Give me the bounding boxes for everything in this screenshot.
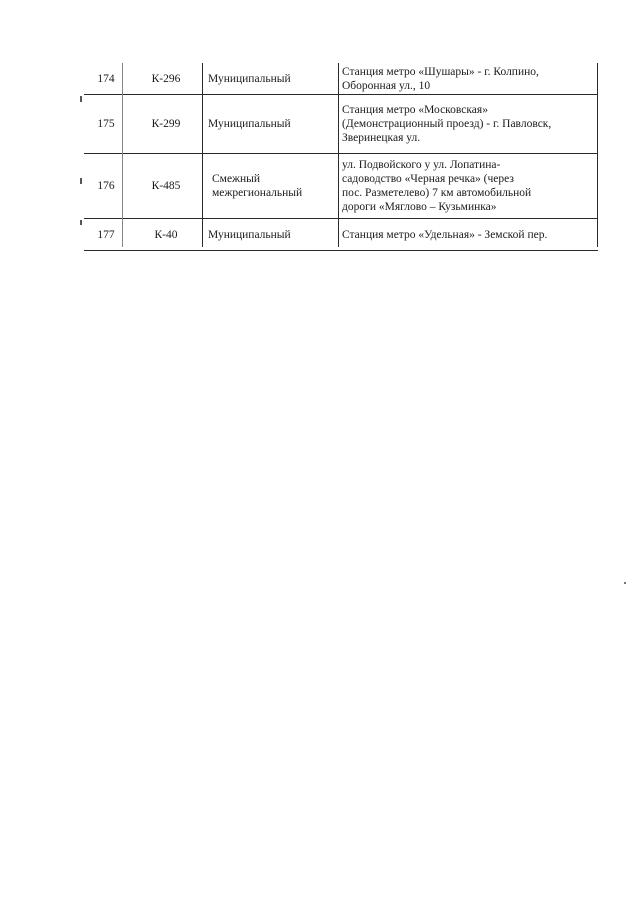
column-divider (338, 63, 339, 247)
table-row (84, 95, 598, 154)
column-divider (122, 63, 123, 247)
route-code: К-485 (151, 180, 181, 192)
scan-mark (80, 96, 82, 102)
row-number: 175 (97, 118, 115, 130)
table-row (84, 219, 598, 251)
scan-mark (624, 582, 626, 584)
column-divider (202, 63, 203, 247)
row-number: 174 (97, 72, 115, 85)
column-divider (597, 63, 598, 247)
route-type: Муниципальный (208, 72, 291, 85)
table-row (84, 154, 598, 219)
route-type: Смежный межрегиональный (212, 173, 303, 199)
route-type: Муниципальный (208, 118, 291, 130)
scan-mark (80, 220, 82, 225)
route-code: К-296 (151, 72, 181, 85)
route-description: Станция метро «Московская» (Демонстрационный проезд) - г. Павловск, Зверинецкая ул. (342, 104, 552, 144)
route-type: Муниципальный (208, 228, 291, 241)
scan-mark (80, 178, 82, 184)
routes-table (84, 63, 598, 251)
route-code: К-40 (154, 228, 178, 241)
table-row (84, 63, 598, 95)
row-number: 177 (97, 228, 115, 241)
route-description: ул. Подвойского у ул. Лопатина- садоводство «Черная речка» (через пос. Разметелево) 7 км автомобильной дороги «Мяглово – Кузьминка» (342, 159, 532, 213)
route-description: Станция метро «Удельная» - Земской пер. (342, 228, 548, 241)
route-code: К-299 (151, 118, 181, 130)
row-number: 176 (97, 180, 115, 192)
route-description: Станция метро «Шушары» - г. Колпино, Оборонная ул., 10 (342, 65, 539, 92)
